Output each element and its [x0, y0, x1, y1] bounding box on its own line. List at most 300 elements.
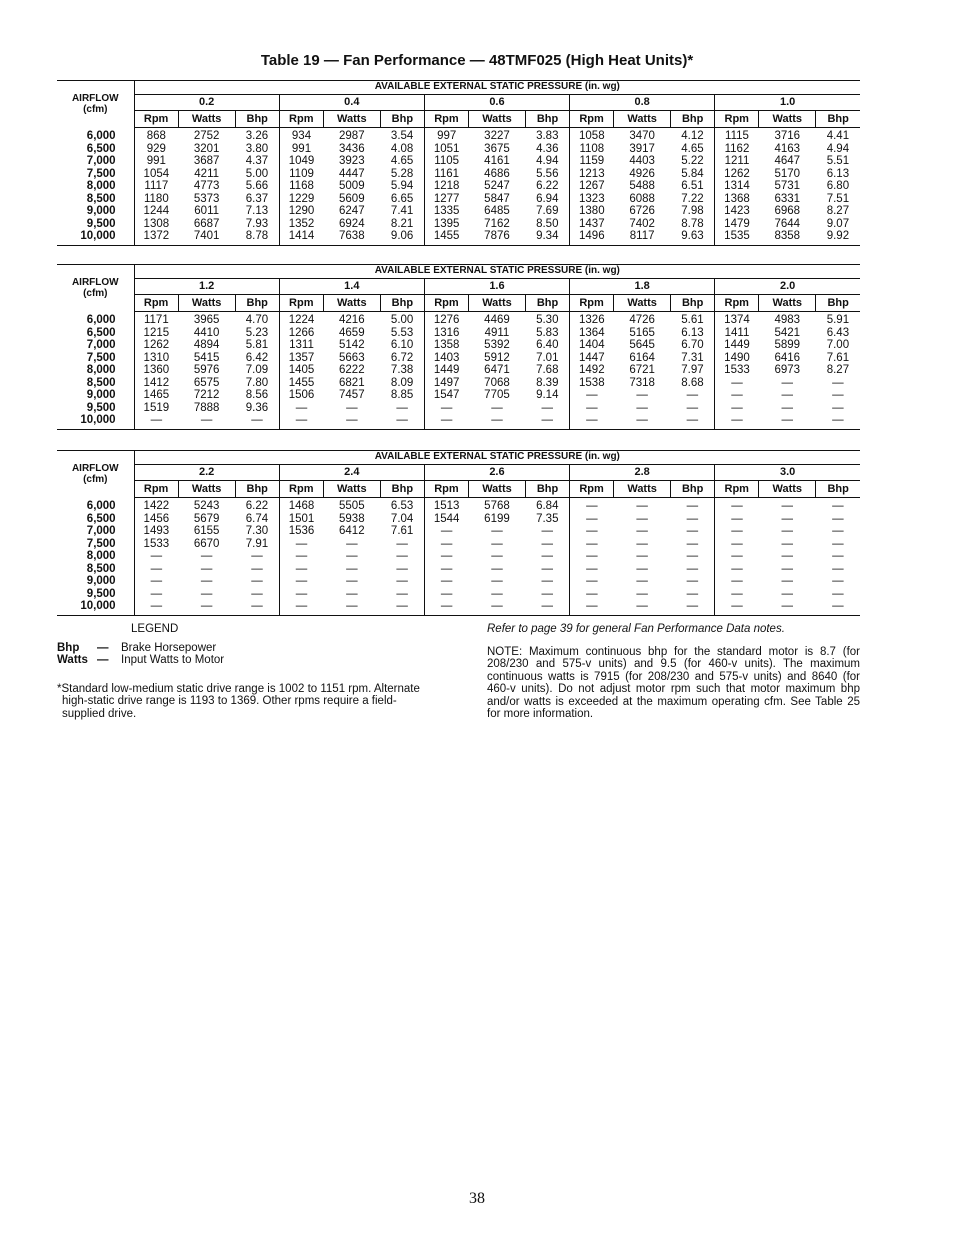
table-row	[57, 218, 860, 231]
table-cell: —	[614, 600, 671, 615]
table-cell: 4469	[484, 314, 510, 326]
table-cell: —	[614, 414, 671, 429]
table-cell: 3923	[339, 155, 365, 167]
table-cell: —	[279, 402, 323, 415]
table-cell: 1449	[715, 339, 759, 352]
column-header: Watts	[323, 111, 380, 128]
table-cell: —	[134, 575, 178, 588]
table-cell: —	[715, 600, 759, 615]
table-cell: 5505	[339, 500, 365, 512]
airflow-value: 9,500	[86, 587, 116, 600]
column-header: Watts	[468, 295, 525, 312]
table-cell: —	[636, 537, 648, 550]
table-cell: 1326	[570, 312, 614, 327]
table-cell: 4726	[629, 314, 655, 326]
table-cell: 5142	[339, 339, 365, 351]
table-cell: 3227	[484, 130, 510, 142]
table-cell: 5373	[193, 192, 220, 205]
table-cell: 1224	[279, 312, 323, 327]
table-cell: 7457	[339, 389, 365, 401]
table-cell: —	[781, 500, 794, 512]
table-cell: 6726	[629, 205, 655, 217]
table-cell: 7.93	[245, 217, 269, 230]
table-cell: 7705	[484, 389, 510, 401]
table-cell: —	[541, 575, 554, 587]
table-cell: —	[686, 537, 699, 550]
table-cell: —	[279, 575, 323, 588]
table-cell: 1405	[279, 364, 323, 377]
table-cell: 3965	[193, 314, 220, 326]
column-header: Watts	[759, 111, 816, 128]
column-header: Rpm	[134, 295, 178, 312]
table-cell: —	[323, 414, 380, 429]
airflow-unit: (cfm)	[83, 288, 108, 300]
table-cell: —	[570, 402, 614, 415]
column-header: Watts	[759, 295, 816, 312]
pressure-header: 2.8	[570, 465, 715, 481]
table-cell: 7.97	[681, 364, 704, 376]
table-row	[57, 193, 860, 206]
table-cell: 3716	[774, 130, 801, 142]
table-cell: —	[671, 414, 715, 429]
table-cell: 1266	[279, 327, 323, 340]
table-cell: 6968	[774, 205, 801, 217]
table-cell: 6.22	[245, 500, 269, 512]
pressure-header: 2.6	[424, 465, 569, 481]
table-cell: —	[715, 513, 759, 526]
table-cell: 5847	[484, 192, 510, 205]
table-cell: 1117	[134, 180, 178, 193]
table-cell: 4686	[484, 167, 510, 180]
static-pressure-header: AVAILABLE EXTERNAL STATIC PRESSURE (in. wg)	[134, 81, 860, 95]
column-header: Rpm	[424, 111, 468, 128]
table-cell: 8.85	[390, 389, 414, 401]
table-cell: —	[570, 414, 614, 429]
table-cell: —	[715, 575, 759, 588]
table-cell: —	[424, 525, 468, 538]
table-cell: 5488	[629, 180, 655, 192]
table-cell: 1497	[424, 377, 468, 390]
airflow-label: AIRFLOW	[71, 93, 119, 105]
column-header: Watts	[178, 111, 235, 128]
table-row	[57, 389, 860, 402]
table-cell: 1447	[570, 352, 614, 365]
table-cell: —	[781, 537, 794, 550]
table-row	[57, 180, 860, 193]
column-header: Watts	[468, 111, 525, 128]
table-cell: 4.65	[681, 142, 704, 155]
table-cell: 5.61	[681, 314, 704, 326]
table-cell: 4894	[193, 339, 220, 351]
table-cell: 4.08	[390, 142, 414, 155]
table-cell: —	[200, 562, 213, 575]
table-cell: 7402	[629, 217, 655, 230]
pressure-header: 1.0	[715, 95, 860, 111]
table-cell: 8.09	[390, 376, 414, 389]
table-cell: 7.61	[390, 525, 414, 537]
table-cell: —	[346, 537, 358, 550]
table-cell: 1360	[134, 364, 178, 377]
table-cell: —	[346, 401, 358, 414]
performance-grid	[57, 264, 860, 430]
column-header: Rpm	[570, 481, 614, 498]
table-cell: —	[570, 525, 614, 538]
table-cell: 1161	[424, 168, 468, 181]
table-cell: —	[715, 588, 759, 601]
airflow-value: 6,000	[86, 313, 116, 326]
table-cell: 9.14	[536, 389, 559, 401]
table-cell: —	[816, 414, 860, 429]
table-cell: 4.65	[390, 155, 414, 167]
legend-item	[57, 654, 437, 667]
table-cell: 1411	[715, 327, 759, 340]
table-cell: 997	[424, 128, 468, 143]
table-cell: —	[715, 389, 759, 402]
table-cell: —	[759, 414, 816, 429]
table-cell: —	[541, 401, 554, 414]
column-header: Watts	[759, 481, 816, 498]
table-cell: —	[424, 550, 468, 563]
table-cell: 1168	[279, 180, 323, 193]
table-cell: 1437	[570, 218, 614, 231]
pressure-header: 1.6	[424, 279, 569, 295]
table-cell: —	[686, 500, 699, 512]
column-header: Bhp	[235, 111, 279, 128]
table-cell: 1414	[279, 230, 323, 245]
table-cell: 7.13	[245, 205, 269, 217]
airflow-value: 8,000	[86, 364, 116, 376]
table-cell: 7.31	[681, 351, 704, 364]
table-row	[57, 143, 860, 156]
table-cell: 5.30	[536, 314, 559, 326]
table-cell: —	[832, 537, 844, 550]
column-header: Rpm	[570, 295, 614, 312]
table-cell: —	[686, 587, 699, 600]
table-cell: 6.13	[826, 167, 850, 180]
table-cell: 1403	[424, 352, 468, 365]
table-cell: 1335	[424, 205, 468, 218]
table-cell: 6.84	[536, 500, 559, 512]
table-cell: 5912	[484, 351, 510, 364]
table-cell: 6.80	[826, 180, 850, 192]
table-cell: 6.42	[245, 351, 269, 364]
table-cell: 1533	[715, 364, 759, 377]
table-cell: 4659	[339, 326, 365, 339]
table-cell: 1049	[279, 155, 323, 168]
table-cell: —	[781, 562, 794, 575]
table-cell: 6821	[339, 376, 365, 389]
table-cell: 6164	[629, 351, 655, 364]
column-header: Bhp	[380, 111, 424, 128]
fan-performance-table-3	[57, 450, 860, 616]
table-cell: 8.78	[235, 230, 279, 245]
table-cell: —	[396, 550, 408, 562]
table-row	[57, 128, 860, 143]
table-cell: 6485	[484, 205, 510, 217]
airflow-value: 6,500	[86, 142, 116, 155]
column-header: Bhp	[380, 295, 424, 312]
airflow-value: 10,000	[57, 414, 134, 429]
pressure-header: 0.4	[279, 95, 424, 111]
table-cell: —	[491, 401, 503, 414]
table-cell: 8.39	[536, 376, 559, 389]
table-cell: 8358	[759, 230, 816, 245]
table-cell: —	[570, 389, 614, 402]
table-cell: 6155	[193, 525, 220, 537]
table-cell: 1054	[134, 168, 178, 181]
table-cell: —	[424, 575, 468, 588]
table-row	[57, 525, 860, 538]
table-cell: 7401	[178, 230, 235, 245]
table-cell: 6.13	[681, 326, 704, 339]
table-cell: 5.51	[826, 155, 850, 167]
table-cell: —	[832, 587, 844, 600]
column-header: Bhp	[380, 481, 424, 498]
airflow-value: 9,000	[86, 205, 116, 217]
table-cell: —	[279, 600, 323, 615]
table-cell: —	[686, 525, 699, 537]
table-cell: 5.91	[826, 314, 850, 326]
table-cell: —	[380, 414, 424, 429]
table-cell: 1368	[715, 193, 759, 206]
table-cell: 1215	[134, 327, 178, 340]
table-cell: —	[346, 587, 358, 600]
table-cell: 6687	[193, 217, 220, 230]
table-cell: —	[468, 600, 525, 615]
table-cell: —	[323, 600, 380, 615]
table-cell: —	[424, 588, 468, 601]
table-cell: 7.91	[245, 537, 269, 550]
motor-note: NOTE: Maximum continuous bhp for the standard motor is 8.7 (for 208/230 and 575-v units) and 9.5 (for 460-v units). The maximum continuous watts is 7915 (for 208/230 and 575-v units) and 8640 (for 460-v units). Do not adjust motor rpm such that motor maximum bhp and/or watts is exceeded at the maximum operating cfm. See Table 25 for more information.	[487, 645, 860, 720]
table-cell: 8.27	[826, 364, 850, 376]
table-cell: —	[178, 414, 235, 429]
static-pressure-header: AVAILABLE EXTERNAL STATIC PRESSURE (in. wg)	[134, 265, 860, 279]
table-cell: 5.81	[245, 339, 269, 351]
table-cell: —	[686, 575, 699, 587]
column-header: Watts	[614, 481, 671, 498]
table-cell: 6.43	[826, 326, 850, 339]
table-cell: 7.35	[536, 512, 559, 525]
table-cell: 6.53	[390, 500, 414, 512]
table-cell: 5663	[339, 351, 365, 364]
table-cell: 1358	[424, 339, 468, 352]
table-row	[57, 588, 860, 601]
table-cell: —	[134, 588, 178, 601]
table-cell: 6331	[774, 192, 801, 205]
airflow-label: AIRFLOW	[71, 463, 119, 475]
pressure-header: 0.6	[424, 95, 569, 111]
table-cell: 1372	[134, 230, 178, 245]
table-cell: 6.37	[245, 192, 269, 205]
table-cell: 929	[134, 143, 178, 156]
table-cell: 6.74	[245, 512, 269, 525]
table-cell: 6222	[339, 364, 365, 376]
airflow-value: 6,000	[86, 129, 116, 142]
airflow-header	[57, 265, 134, 312]
table-cell: 3.80	[245, 142, 269, 155]
table-cell: 4.41	[826, 130, 850, 142]
table-cell: 7.80	[245, 376, 269, 389]
airflow-value: 8,500	[86, 376, 116, 389]
table-cell: 2752	[193, 130, 220, 142]
column-header: Bhp	[816, 481, 860, 498]
airflow-value: 10,000	[57, 600, 134, 615]
column-header: Rpm	[424, 295, 468, 312]
table-cell: 6924	[339, 217, 365, 230]
table-cell: 3675	[484, 142, 510, 155]
table-cell: 1374	[715, 312, 759, 327]
table-row	[57, 230, 860, 245]
table-cell: —	[424, 563, 468, 576]
table-cell: 3201	[193, 142, 220, 155]
table-cell: —	[424, 414, 468, 429]
pressure-header: 1.8	[570, 279, 715, 295]
table-cell: 7162	[484, 217, 510, 230]
table-cell: 1244	[134, 205, 178, 218]
table-cell: —	[715, 402, 759, 415]
table-cell: 1211	[715, 155, 759, 168]
table-cell: 5392	[484, 339, 510, 351]
table-cell: 1277	[424, 193, 468, 206]
table-cell: 1456	[134, 513, 178, 526]
table-cell: 7.04	[390, 512, 414, 525]
fan-performance-table-1	[57, 80, 860, 246]
table-cell: 9.07	[826, 217, 850, 230]
airflow-value: 9,000	[86, 389, 116, 401]
table-cell: 6.94	[536, 192, 559, 205]
table-cell: 5421	[774, 326, 801, 339]
table-cell: 3.54	[390, 130, 414, 142]
table-cell: 1108	[570, 143, 614, 156]
table-row	[57, 168, 860, 181]
table-cell: —	[134, 600, 178, 615]
table-row	[57, 364, 860, 377]
table-row	[57, 498, 860, 513]
column-header: Watts	[614, 111, 671, 128]
table-cell: 5731	[774, 180, 801, 192]
table-cell: —	[781, 376, 794, 389]
table-cell: —	[491, 550, 503, 562]
table-cell: —	[200, 587, 213, 600]
table-cell: 1357	[279, 352, 323, 365]
table-cell: —	[570, 588, 614, 601]
table-cell: 5645	[629, 339, 655, 351]
airflow-value: 8,500	[86, 562, 116, 575]
table-cell: 8.27	[826, 205, 850, 217]
table-cell: —	[832, 575, 844, 587]
table-cell: 1423	[715, 205, 759, 218]
table-cell: 5.83	[536, 326, 559, 339]
table-cell: 5170	[774, 167, 801, 180]
table-cell: 4216	[339, 314, 365, 326]
table-cell: —	[781, 525, 794, 537]
table-cell: 5.94	[390, 180, 414, 192]
table-cell: 7.98	[681, 205, 704, 217]
table-cell: —	[715, 550, 759, 563]
airflow-unit: (cfm)	[83, 104, 108, 116]
table-cell: 1308	[134, 218, 178, 231]
table-cell: 1323	[570, 193, 614, 206]
table-cell: —	[396, 562, 408, 575]
table-cell: 6670	[193, 537, 220, 550]
table-cell: 8117	[614, 230, 671, 245]
table-cell: —	[491, 525, 503, 537]
table-cell: —	[491, 587, 503, 600]
table-cell: 1455	[424, 230, 468, 245]
table-cell: 1171	[134, 312, 178, 327]
table-cell: —	[636, 389, 648, 401]
table-cell: 6199	[484, 512, 510, 525]
table-cell: 7644	[774, 217, 801, 230]
table-row	[57, 563, 860, 576]
table-cell: 1290	[279, 205, 323, 218]
table-row	[57, 155, 860, 168]
table-cell: 6973	[774, 364, 801, 376]
table-cell: 4.37	[245, 155, 269, 167]
table-cell: —	[396, 587, 408, 600]
table-cell: —	[396, 575, 408, 587]
table-cell: 5.84	[681, 167, 704, 180]
table-cell: —	[541, 537, 554, 550]
table-cell: —	[346, 562, 358, 575]
table-cell: —	[570, 550, 614, 563]
legend-dash: —	[97, 654, 109, 666]
table-cell: 5768	[484, 500, 510, 512]
column-header: Rpm	[570, 111, 614, 128]
table-cell: —	[832, 525, 844, 537]
column-header: Bhp	[671, 111, 715, 128]
table-title: Table 19 — Fan Performance — 48TMF025 (High Heat Units)*	[260, 52, 694, 69]
legend-item	[57, 642, 437, 655]
table-cell: 4773	[193, 180, 220, 192]
table-cell: —	[636, 575, 648, 587]
column-header: Bhp	[816, 295, 860, 312]
table-cell: —	[396, 537, 408, 550]
pressure-header: 2.4	[279, 465, 424, 481]
column-header: Watts	[323, 481, 380, 498]
column-header: Rpm	[424, 481, 468, 498]
table-cell: —	[424, 538, 468, 551]
airflow-value: 7,500	[86, 167, 116, 180]
column-header: Bhp	[526, 111, 570, 128]
table-cell: 1513	[424, 498, 468, 513]
performance-grid	[57, 450, 860, 616]
table-cell: —	[570, 563, 614, 576]
pressure-header: 3.0	[715, 465, 860, 481]
table-row	[57, 205, 860, 218]
table-cell: 1380	[570, 205, 614, 218]
table-cell: 7.69	[536, 205, 559, 217]
table-cell: 1547	[424, 389, 468, 402]
table-cell: 1538	[570, 377, 614, 390]
table-cell: 4403	[629, 155, 655, 167]
table-cell: 7212	[193, 389, 220, 401]
table-cell: 9.63	[671, 230, 715, 245]
table-cell: 6471	[484, 364, 510, 376]
table-cell: 9.34	[526, 230, 570, 245]
table-cell: 3470	[629, 130, 655, 142]
column-header: Rpm	[134, 111, 178, 128]
table-cell: 6.51	[681, 180, 704, 192]
table-cell: 1276	[424, 312, 468, 327]
table-cell: —	[832, 550, 844, 562]
table-cell: 1310	[134, 352, 178, 365]
table-cell: 7068	[484, 376, 510, 389]
column-header: Bhp	[235, 481, 279, 498]
airflow-value: 9,000	[86, 575, 116, 587]
table-cell: 7876	[468, 230, 525, 245]
table-cell: —	[424, 600, 468, 615]
